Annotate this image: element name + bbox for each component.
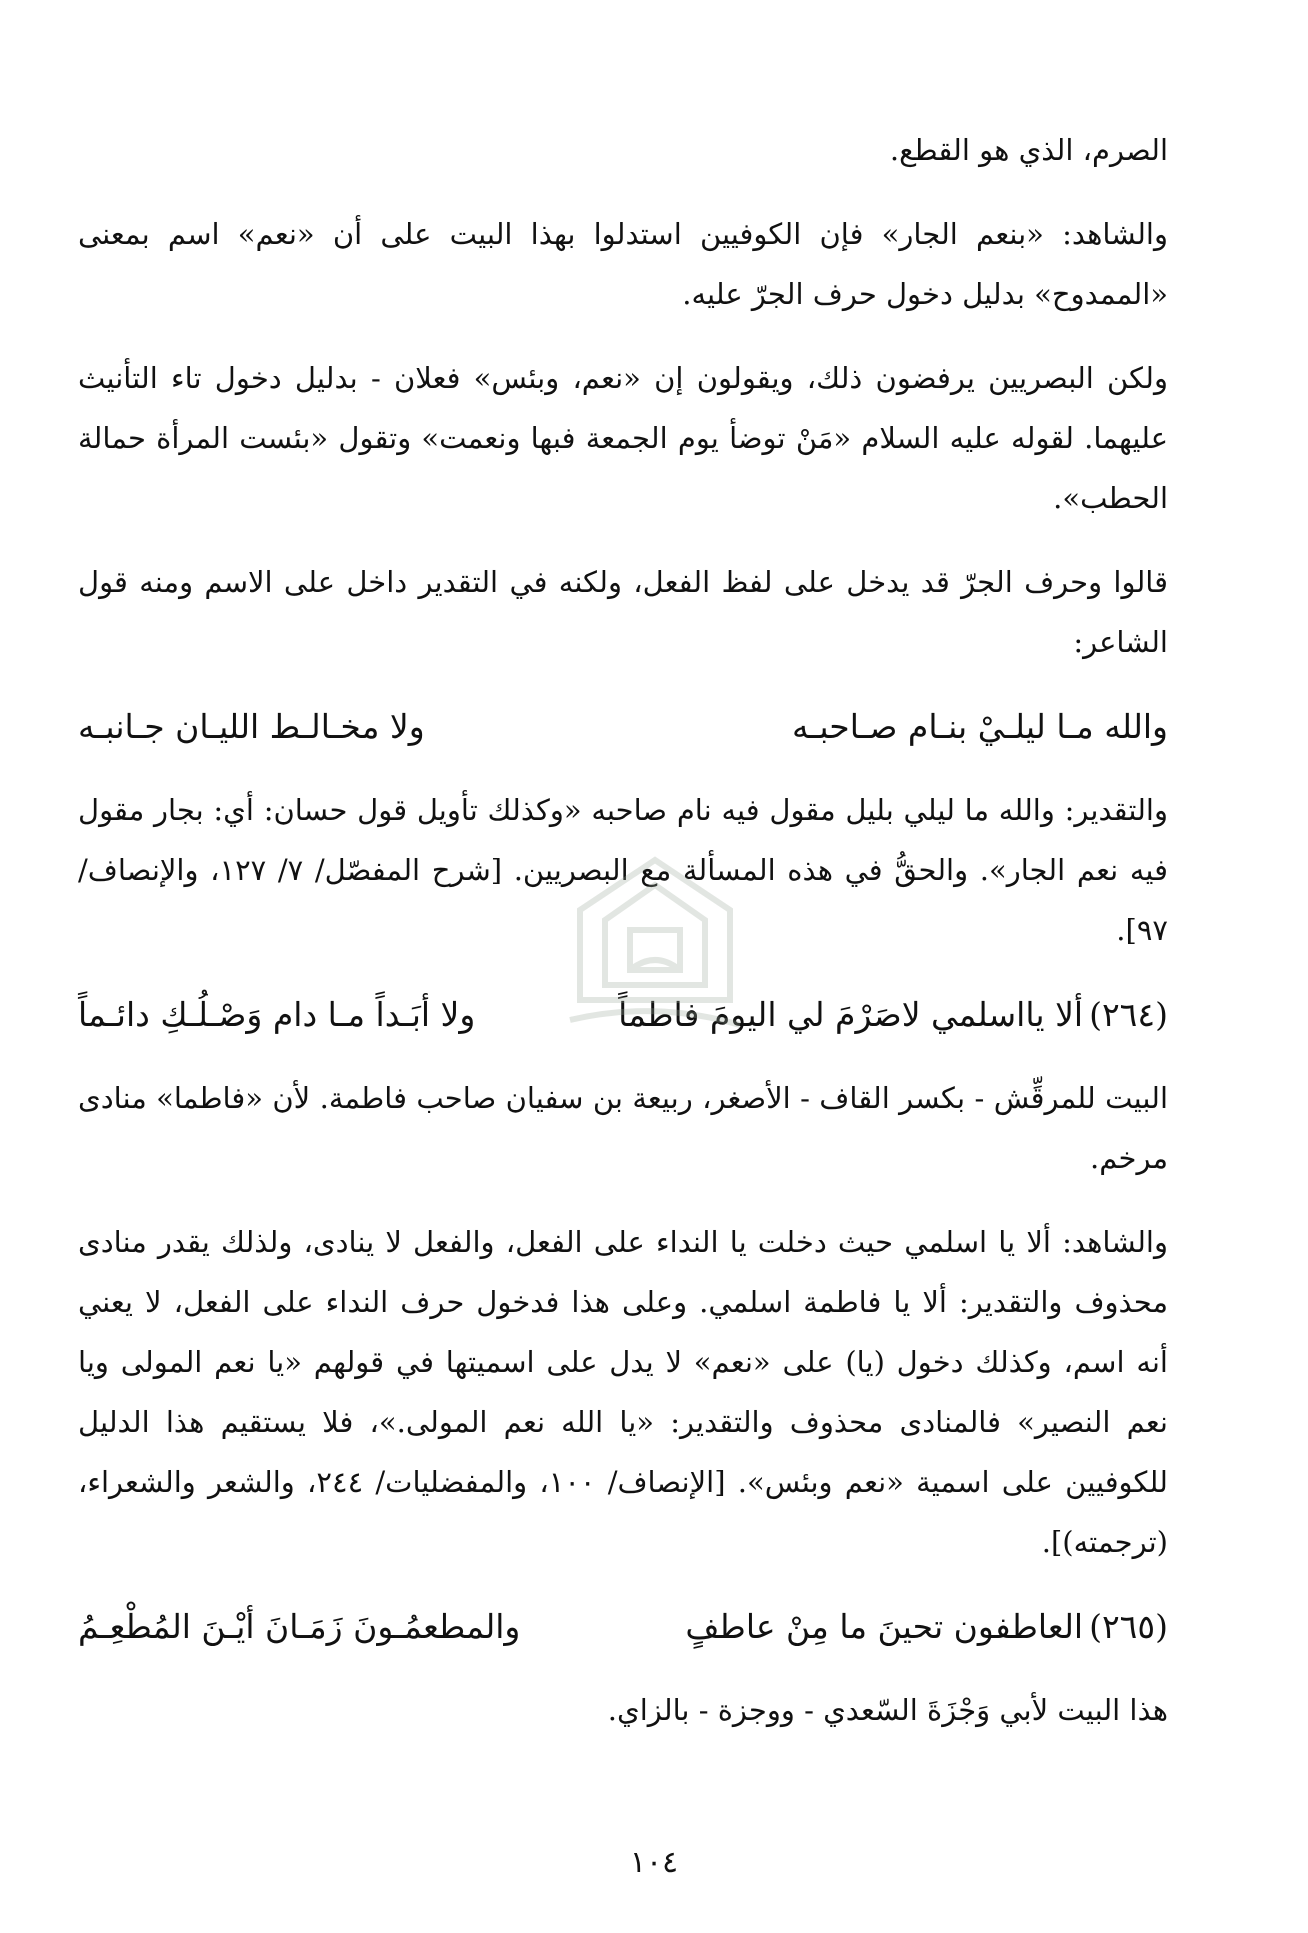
- verse-264-first-text: ألا يااسلمي لاصَرْمَ لي اليومَ فاطماً: [618, 995, 1084, 1034]
- verse-wallah: [78, 696, 1168, 758]
- verse-264-number: (٢٦٤): [1089, 995, 1168, 1034]
- verse-265: [78, 1596, 1168, 1658]
- verse-second-half: ولا مخـالـط الليـان جـانبـه: [78, 707, 425, 746]
- verse-265-first-text: العاطفون تحينَ ما مِنْ عاطفٍ: [685, 1607, 1084, 1646]
- paragraph-basriyyin: ولكن البصريين يرفضون ذلك، ويقولون إن «نعم، وبئس» فعلان - بدليل دخول تاء التأنيث عليهما. لقوله عليه السلام «مَنْ توضأ يوم الجمعة فبها ونعمت» وتقول «بئست المرأة حمالة الحطب».: [78, 361, 1168, 515]
- watermark-seal-icon: [560, 850, 750, 1040]
- paragraph-shahid-2: والشاهد: ألا يا اسلمي حيث دخلت يا النداء على الفعل، والفعل لا ينادى، ولذلك يقدر منادى محذوف والتقدير: ألا يا فاطمة اسلمي. وعلى هذا فدخول حرف النداء على الفعل، لا يعني أنه اسم، وكذلك دخول (يا) على «نعم» لا يدل على اسميتها في قولهم «يا نعم المولى ويا نعم النصير» فالمنادى محذوف والتقدير: «يا الله نعم المولى.»، فلا يستقيم هذا الدليل للكوفيين على اسمية «نعم وبئس». [الإنصاف/ ١٠٠، والمفضليات/ ٢٤٤، والشعر والشعراء، (ترجمته)].: [78, 1225, 1168, 1559]
- paragraph-abi-wajza: هذا البيت لأبي وَجْزَةَ السّعدي - ووجزة - بالزاي.: [607, 1693, 1168, 1727]
- paragraph-taqdir: والتقدير: والله ما ليلي بليل مقول فيه نام صاحبه «وكذلك تأويل قول حسان: أي: بجار مقول فيه نعم الجار». والحقُّ في هذه المسألة مع البصريين. [شرح المفصّل/ ٧/ ١٢٧، والإنصاف/ ٩٧].: [78, 793, 1168, 947]
- verse-first-half: والله مـا ليلـيْ بنـام صـاحبـه: [791, 707, 1168, 746]
- paragraph-shahid-1: والشاهد: «بنعم الجار» فإن الكوفيين استدلوا بهذا البيت على أن «نعم» اسم بمعنى «الممدوح» بدليل دخول حرف الجرّ عليه.: [78, 217, 1168, 311]
- paragraph-harf-jarr: قالوا وحرف الجرّ قد يدخل على لفظ الفعل، ولكنه في التقدير داخل على الاسم ومنه قول الشاعر:: [78, 565, 1168, 659]
- verse-264-second: ولا أبَـداً مـا دام وَصْـلُـكِ دائـماً: [78, 995, 476, 1034]
- verse-265-number: (٢٦٥): [1089, 1607, 1168, 1646]
- page-number: ١٠٤: [629, 1845, 679, 1880]
- paragraph-intro: الصرم، الذي هو القطع.: [889, 133, 1168, 167]
- verse-265-second: والمطعمُـونَ زَمَـانَ أيْـنَ المُطْعِـمُ: [78, 1607, 521, 1646]
- verse-265-first: [685, 1596, 1168, 1658]
- paragraph-muraqqish: البيت للمرقِّش - بكسر القاف - الأصغر، ربيعة بن سفيان صاحب فاطمة. لأن «فاطما» منادى مرخم.: [78, 1081, 1168, 1175]
